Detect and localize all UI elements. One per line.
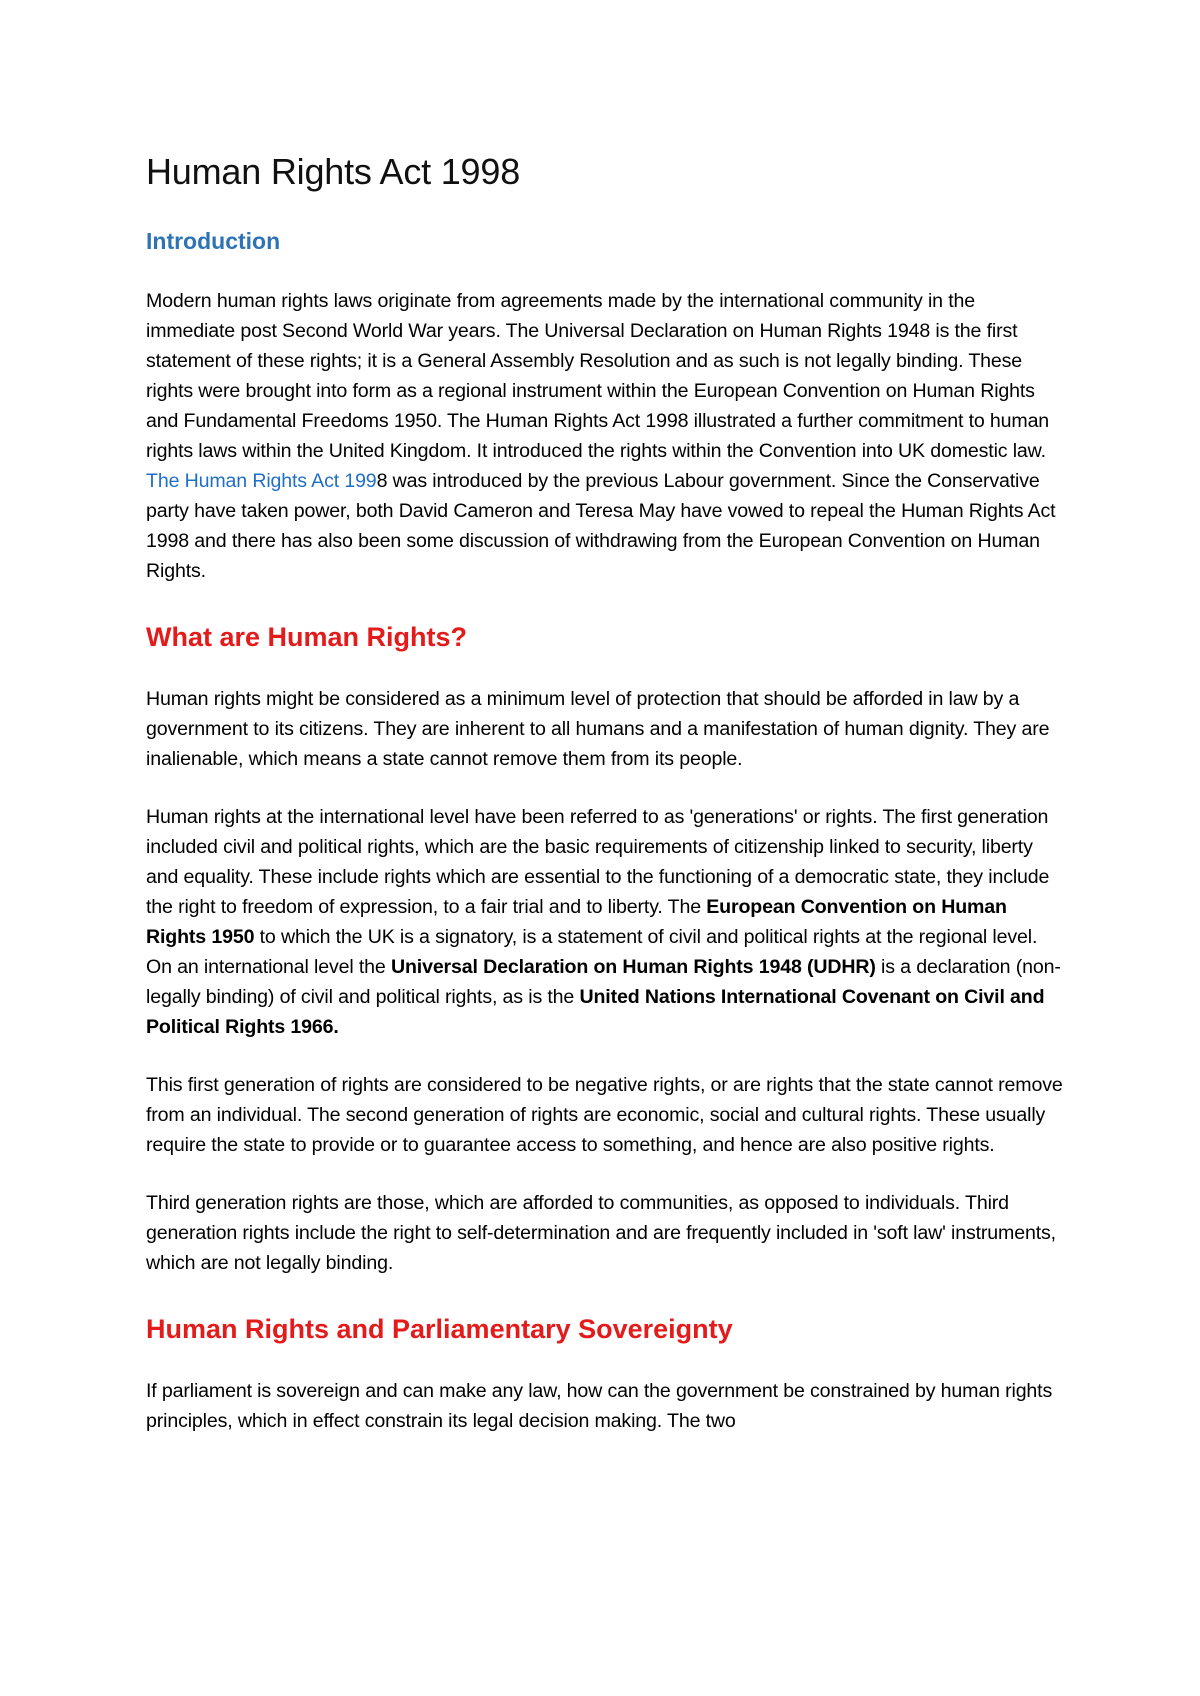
introduction-heading: Introduction <box>146 228 281 254</box>
iccpr-bold-text: United Nations International Covenant on Civil and Political Rights 1966 <box>146 986 1045 1038</box>
what-paragraph-1: Human rights might be considered as a minimum level of protection that should be afforded in law by a government to its citizens. They are inherent to all humans and a manifestation of human dignity. They are inalienable, which means a state cannot remove them from its people. <box>146 688 1050 770</box>
sovereignty-heading: Human Rights and Parliamentary Sovereignty <box>146 1314 733 1344</box>
what-p2-text-d: is a declaration (non-legally binding) of civil and political rights, as is the <box>146 956 1061 1008</box>
what-p2-text-e: . <box>333 1016 339 1038</box>
what-paragraph-4: Third generation rights are those, which are afforded to communities, as opposed to individuals. Third generation rights include the right to self-determination and are frequently included in 'soft law' instruments, which are not legally binding. <box>146 1192 1056 1274</box>
sovereignty-paragraph-1: If parliament is sovereign and can make any law, how can the government be constrained by human rights principles, which in effect constrain its legal decision making. The two <box>146 1380 1053 1432</box>
what-paragraph-3: This first generation of rights are considered to be negative rights, or are rights that the state cannot remove from an individual. The second generation of rights are economic, social and cultural rights. These usually require the state to provide or to guarantee access to something, and hence are also positive rights. <box>146 1074 1063 1156</box>
what-are-human-rights-heading: What are Human Rights? <box>146 622 468 652</box>
document-title: Human Rights Act 1998 <box>146 151 521 192</box>
intro-paragraph <box>146 286 1066 586</box>
intro-text-part1: Modern human rights laws originate from agreements made by the international community in the immediate post Second World War years. The Universal Declaration on Human Rights 1948 is the first statement of these rights; it is a General Assembly Resolution and as such is not legally binding. These rights were brought into form as a regional instrument within the European Convention on Human Rights and Fundamental Freedoms 1950. The Human Rights Act 1998 illustrated a further commitment to human rights laws within the United Kingdom. It introduced the rights within the Convention into UK domestic law. <box>146 290 1050 462</box>
intro-text-part2: 8 was introduced by the previous Labour government. Since the Conservative party have taken power, both David Cameron and Teresa May have vowed to repeal the Human Rights Act 1998 and there has also been some discussion of withdrawing from the European Convention on Human Rights. <box>146 470 1056 582</box>
human-rights-act-link[interactable]: The Human Rights Act 199 <box>146 470 377 492</box>
what-p2-text-a: Human rights at the international level have been referred to as 'generations' or rights. The first generation included civil and political rights, which are the basic requirements of citizenship linked to security, liberty and equality. These include rights which are essential to the functioning of a democratic state, they include the right to freedom of expression, to a fair trial and to liberty. The <box>146 806 1050 918</box>
document-page <box>146 150 1066 1436</box>
what-paragraph-2 <box>146 802 1066 1042</box>
udhr-bold-text: Universal Declaration on Human Rights 1948 (UDHR) <box>390 956 876 978</box>
echr-bold-text: European Convention on Human Rights 1950 <box>146 896 1007 948</box>
what-p2-text-c: to which the UK is a signatory, is a statement of civil and political rights at the regional level. On an international level the <box>146 926 1038 978</box>
